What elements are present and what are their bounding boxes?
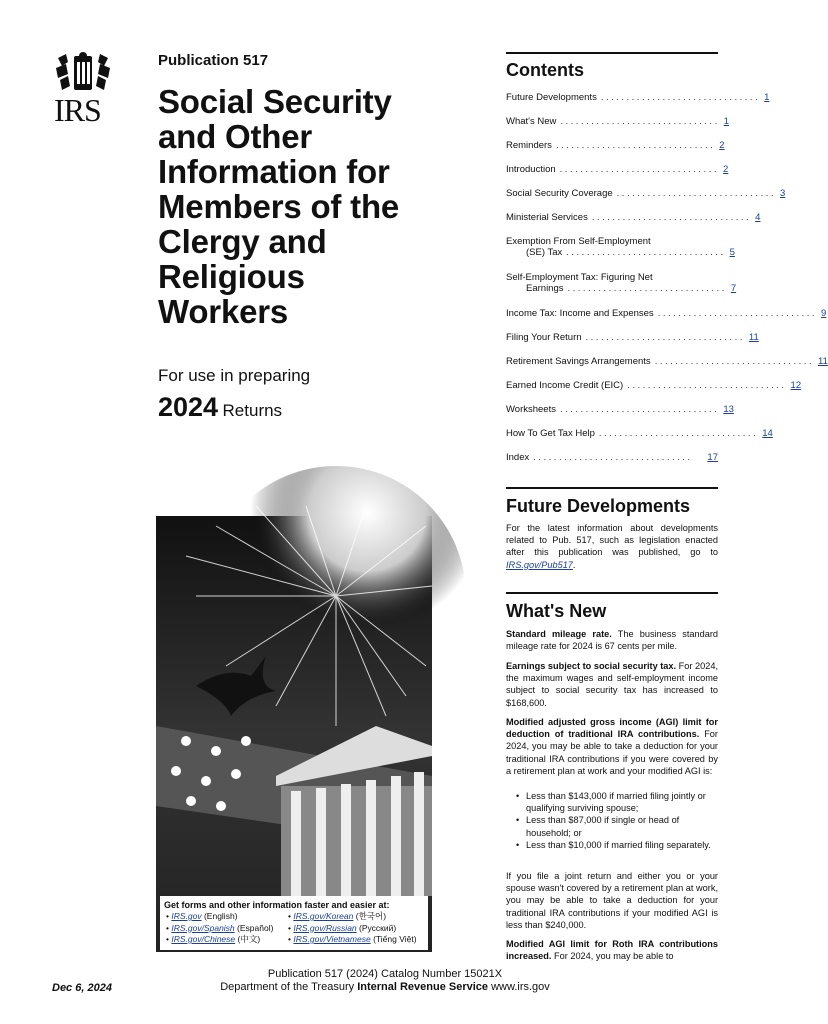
website-link[interactable]: www.irs.gov — [491, 981, 550, 993]
language-link-item — [288, 911, 417, 923]
toc-page-link[interactable]: 7 — [730, 283, 737, 294]
toc-leader: ............................... — [559, 164, 719, 175]
title-line: and Other — [158, 118, 313, 155]
toc-label: Future Developments — [506, 92, 597, 103]
toc-item[interactable] — [506, 140, 725, 151]
toc-page-link[interactable]: 12 — [790, 380, 802, 391]
toc-label: Earned Income Credit (EIC) — [506, 380, 624, 391]
for-use-text: For use in preparing — [158, 366, 311, 385]
toc-page-link[interactable]: 11 — [748, 332, 759, 343]
toc-leader: ............................... — [585, 332, 745, 343]
language-link-item — [288, 934, 417, 946]
future-rule — [506, 487, 718, 489]
agency-name: Internal Revenue Service — [357, 981, 489, 993]
list-item: • Less than $10,000 if married filing separately. — [516, 839, 718, 851]
get-forms-box — [160, 896, 428, 950]
cover-illustration — [156, 516, 432, 952]
toc-leader: ............................... — [627, 380, 787, 391]
language-label: (中文) — [237, 934, 261, 944]
tax-year-line — [158, 392, 282, 423]
mileage-text: The business standard mileage rate for 2024 is 67 cents per mile. — [506, 629, 719, 652]
language-links-left — [166, 911, 273, 946]
toc-item[interactable] — [506, 272, 737, 294]
list-item: • Less than $143,000 if married filing jointly or qualifying surviving spouse; — [516, 790, 718, 814]
future-text: For the latest information about developments related to Pub. 517, such as legislation enacted after this publication was published, go to — [506, 523, 718, 558]
title-line: Social Security — [158, 83, 392, 120]
whats-new-heading: What's New — [506, 601, 607, 621]
toc-leader: ............................... — [654, 356, 815, 367]
toc-item[interactable] — [506, 356, 828, 367]
toc-item[interactable] — [506, 452, 718, 463]
toc-label: Ministerial Services — [506, 212, 588, 223]
title-line: Members of the — [158, 188, 400, 225]
fireworks-capitol-image — [156, 516, 432, 952]
language-links-right — [288, 911, 417, 946]
toc-label: Earnings — [526, 283, 564, 294]
language-label: (English) — [203, 911, 238, 921]
pub517-link[interactable]: IRS.gov/Pub517 — [506, 559, 573, 570]
mileage-paragraph — [506, 628, 718, 652]
toc-label: Retirement Savings Arrangements — [506, 356, 651, 367]
toc-item[interactable] — [506, 380, 802, 391]
ss-earnings-heading: Earnings subject to social security tax. — [506, 661, 677, 671]
toc-label-continued — [506, 247, 735, 258]
toc-leader: ............................... — [566, 247, 726, 258]
language-label: (Español) — [237, 922, 274, 933]
publication-title — [158, 84, 468, 329]
agi-limits-list — [516, 790, 718, 851]
ss-earnings-paragraph — [506, 660, 718, 709]
toc-item[interactable] — [506, 164, 729, 175]
toc-page-link[interactable]: 9 — [821, 308, 827, 319]
toc-item[interactable] — [506, 212, 761, 223]
toc-label: How To Get Tax Help — [506, 428, 595, 439]
get-forms-heading: Get forms and other information faster and easier at: — [164, 900, 390, 910]
toc-label: Worksheets — [506, 404, 556, 415]
list-item: • Less than $87,000 if single or head of household; or — [516, 814, 718, 838]
title-line: Information for — [158, 153, 390, 190]
toc-item[interactable] — [506, 116, 730, 127]
roth-limit-heading: Modified AGI limit for Roth IRA contributions increased. — [506, 939, 718, 962]
toc-leader: ............................... — [567, 283, 727, 294]
toc-leader: ............................... — [598, 428, 759, 439]
vietnamese-link[interactable]: IRS.gov/Vietnamese — [293, 934, 371, 944]
language-label: (Русский) — [359, 922, 397, 933]
toc-label: Filing Your Return — [506, 332, 582, 343]
toc-item[interactable] — [506, 332, 759, 343]
toc-label-continued — [506, 283, 737, 294]
toc-leader: ............................... — [555, 140, 716, 151]
contents-rule — [506, 52, 718, 54]
toc-leader: ............................... — [559, 404, 720, 415]
toc-page-link[interactable]: 2 — [719, 140, 725, 151]
toc-item[interactable] — [506, 188, 786, 199]
russian-link[interactable]: IRS.gov/Russian — [293, 922, 357, 933]
tax-year: 2024 — [158, 392, 219, 422]
language-link-item — [166, 911, 273, 923]
toc-label: (SE) Tax — [526, 247, 563, 258]
language-link-item — [166, 923, 273, 935]
revision-date: Dec 6, 2024 — [52, 982, 112, 994]
toc-label: Introduction — [506, 164, 556, 175]
ss-earnings-text: For 2024, the maximum wages and self-employment income subject to social security tax has increased to $168,600. — [506, 661, 718, 708]
mileage-heading: Standard mileage rate. — [506, 629, 612, 639]
korean-link[interactable]: IRS.gov/Korean — [293, 911, 354, 921]
language-label: (한국어) — [355, 911, 387, 921]
language-link-item — [166, 934, 273, 946]
irs-gov-link[interactable]: IRS.gov — [171, 911, 202, 921]
title-line: Clergy and — [158, 223, 327, 260]
toc-page-link[interactable]: 17 — [707, 452, 718, 463]
contents-heading: Contents — [506, 60, 584, 80]
toc-item[interactable] — [506, 308, 827, 319]
toc-item[interactable] — [506, 92, 770, 103]
toc-leader: ............................... — [533, 452, 693, 463]
toc-label: Social Security Coverage — [506, 188, 613, 199]
toc-leader: ............................... — [616, 188, 776, 199]
toc-label: Index — [506, 452, 530, 463]
roth-limit-paragraph — [506, 938, 718, 962]
toc-leader: ............................... — [657, 308, 818, 319]
ira-limit-text: For 2024, you may be able to take a deduction for your traditional IRA contributions if you were covered by a retirement plan at work and your modified AGI is: — [506, 729, 718, 776]
publication-number: Publication 517 — [158, 52, 269, 69]
toc-page-link[interactable]: 5 — [729, 247, 735, 258]
department-line — [200, 981, 570, 994]
returns-label: Returns — [222, 401, 283, 420]
ira-limit-paragraph — [506, 716, 718, 777]
whats-new-rule — [506, 592, 718, 594]
toc-item[interactable] — [506, 404, 734, 415]
title-line: Workers — [158, 293, 289, 330]
eagle-emblem-icon — [52, 52, 114, 94]
irs-wordmark: IRS — [54, 92, 101, 128]
toc-leader: ............................... — [560, 116, 720, 127]
catalog-line: Publication 517 (2024) Catalog Number 15021X — [267, 968, 503, 980]
toc-leader: ............................... — [600, 92, 761, 103]
spanish-link[interactable]: IRS.gov/Spanish — [171, 922, 235, 933]
toc-page-link[interactable]: 11 — [818, 356, 828, 367]
toc-label: What's New — [506, 116, 557, 127]
toc-label: Exemption From Self-Employment — [506, 236, 651, 247]
toc-page-link[interactable]: 14 — [762, 428, 773, 439]
language-label: (Tiếng Việt) — [373, 934, 417, 944]
title-line: Religious — [158, 258, 305, 295]
toc-page-link[interactable]: 4 — [755, 212, 761, 223]
future-heading: Future Developments — [506, 496, 691, 516]
toc-leader: ............................... — [591, 212, 752, 223]
ira-limit-heading: Modified adjusted gross income (AGI) limit for deduction of traditional IRA contributions. — [506, 717, 718, 740]
department-name: Department of the Treasury — [220, 981, 355, 993]
roth-limit-text: For 2024, you may be able to — [551, 951, 674, 962]
joint-return-paragraph: If you file a joint return and either you or your spouse wasn't covered by a retirement plan at work, you may be able to take a deduction for your traditional IRA contributions if your modified AGI is less than $240,000. — [506, 871, 718, 930]
future-paragraph — [506, 522, 718, 571]
toc-page-link[interactable]: 13 — [723, 404, 734, 415]
page-footer — [200, 968, 570, 994]
irs-logo — [52, 52, 114, 132]
toc-label: Reminders — [506, 140, 552, 151]
toc-label: Self-Employment Tax: Figuring Net — [506, 272, 653, 283]
toc-label: Income Tax: Income and Expenses — [506, 308, 654, 319]
toc-page-link[interactable]: 1 — [764, 92, 770, 103]
toc-page-link[interactable]: 3 — [780, 188, 786, 199]
language-link-item — [288, 923, 417, 935]
toc-item[interactable] — [506, 428, 773, 439]
toc-page-link[interactable]: 1 — [723, 116, 730, 127]
toc-item[interactable] — [506, 236, 735, 258]
toc-page-link[interactable]: 2 — [722, 164, 729, 175]
chinese-link[interactable]: IRS.gov/Chinese — [171, 934, 236, 944]
period: . — [572, 559, 576, 570]
